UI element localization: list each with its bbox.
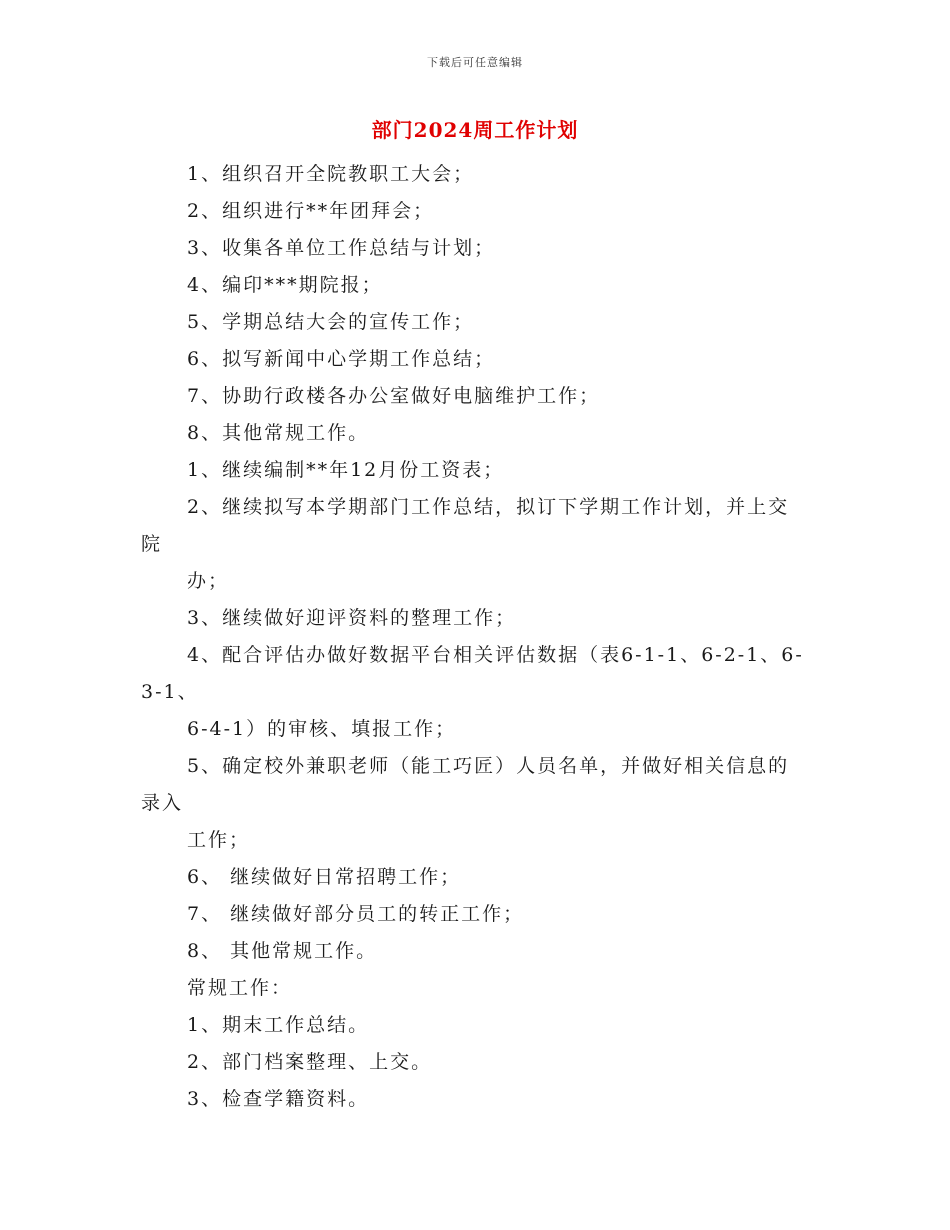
body-line: 2、部门档案整理、上交。	[187, 1051, 433, 1073]
body-line: 1、继续编制**年12月份工资表；	[187, 459, 505, 481]
body-line: 6、拟写新闻中心学期工作总结；	[187, 348, 496, 370]
body-line: 4、配合评估办做好数据平台相关评估数据（表6-1-1、6-2-1、6-	[187, 644, 804, 666]
body-line: 7、 继续做好部分员工的转正工作；	[187, 903, 525, 925]
body-line: 3、收集各单位工作总结与计划；	[187, 237, 496, 259]
document-title: 部门2024周工作计划	[371, 118, 579, 142]
body-line: 工作；	[187, 829, 251, 851]
body-line: 1、期末工作总结。	[187, 1014, 370, 1036]
body-line: 常规工作：	[187, 977, 293, 999]
body-line: 6、 继续做好日常招聘工作；	[187, 866, 462, 888]
body-line: 2、继续拟写本学期部门工作总结，拟订下学期工作计划，并上交	[187, 496, 790, 518]
body-line: 7、协助行政楼各办公室做好电脑维护工作；	[187, 385, 601, 407]
body-line: 3、检查学籍资料。	[187, 1088, 370, 1110]
body-line: 录入	[141, 792, 184, 814]
body-line: 4、编印***期院报；	[187, 274, 383, 296]
body-line: 8、其他常规工作。	[187, 422, 370, 444]
body-line: 院	[141, 533, 163, 555]
body-line: 办；	[187, 570, 230, 592]
body-line: 6-4-1）的审核、填报工作；	[187, 718, 457, 740]
body-line: 1、组织召开全院教职工大会；	[187, 163, 475, 185]
body-line: 5、确定校外兼职老师（能工巧匠）人员名单，并做好相关信息的	[187, 755, 790, 777]
body-line: 5、学期总结大会的宣传工作；	[187, 311, 475, 333]
header-note: 下载后可任意编辑	[427, 56, 523, 69]
body-line: 3-1、	[141, 681, 199, 703]
body-line: 8、 其他常规工作。	[187, 940, 378, 962]
body-line: 3、继续做好迎评资料的整理工作；	[187, 607, 517, 629]
body-line: 2、组织进行**年团拜会；	[187, 200, 435, 222]
